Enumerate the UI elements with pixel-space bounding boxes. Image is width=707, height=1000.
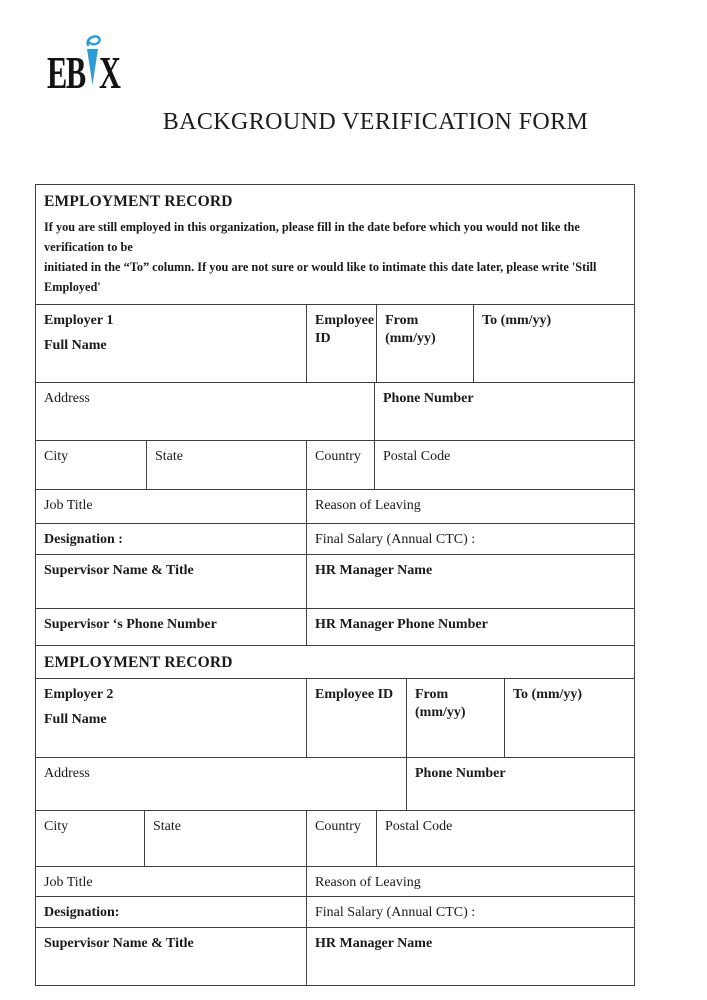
cell-designation-2[interactable] (36, 897, 306, 927)
cell-job-title-1[interactable] (36, 490, 306, 523)
to-label: To (mm/yy) (482, 313, 552, 328)
postal-code-label-2: Postal Code (385, 819, 453, 835)
logo-text-eb: EB (47, 47, 85, 98)
still-employed-note (44, 218, 626, 298)
table1-address-row (36, 382, 634, 440)
table1-city-row (36, 440, 634, 489)
cell-postal-code-2[interactable] (376, 811, 634, 866)
table1-supervisor-name-row (36, 554, 634, 608)
from-label-2: From (mm/yy) (415, 687, 466, 720)
phone-number-label-2: Phone Number (415, 766, 506, 782)
cell-hr-manager-name-2[interactable] (306, 928, 634, 985)
cell-country-2[interactable] (306, 811, 376, 866)
table1-designation-row (36, 523, 634, 554)
cell-city-1[interactable] (36, 441, 146, 489)
postal-code-label: Postal Code (383, 449, 451, 464)
table2-section-title: EMPLOYMENT RECORD (44, 654, 233, 671)
hr-manager-name-label: HR Manager Name (315, 563, 433, 578)
table2-city-row (36, 810, 634, 866)
address-label: Address (44, 391, 90, 406)
table2-header-cell (36, 646, 634, 678)
cell-address-2[interactable] (36, 758, 406, 810)
table2-job-title-row (36, 866, 634, 896)
cell-to-date-1[interactable] (473, 305, 634, 382)
reason-of-leaving-label-2: Reason of Leaving (315, 875, 421, 891)
cell-final-salary-1[interactable] (306, 524, 634, 554)
cell-country-1[interactable] (306, 441, 374, 489)
country-label-2: Country (315, 819, 361, 835)
cell-phone-number-1[interactable] (374, 383, 634, 440)
full-name-label-2: Full Name (44, 711, 107, 727)
employer1-label: Employer 1 (44, 313, 114, 328)
table1-job-title-row (36, 489, 634, 523)
hr-manager-name-label-2: HR Manager Name (315, 935, 433, 951)
cell-state-2[interactable] (144, 811, 306, 866)
cell-postal-code-1[interactable] (374, 441, 634, 489)
hr-manager-phone-label: HR Manager Phone Number (315, 617, 488, 632)
supervisor-name-label: Supervisor Name & Title (44, 563, 194, 578)
logo-text-x: X (99, 47, 120, 98)
note-line-2: initiated in the “To” column. If you are not sure or would like to intimate this date later, please write 'Still Employed' (44, 260, 597, 295)
employment-record-table-2 (35, 645, 635, 986)
cell-to-date-2[interactable] (504, 679, 634, 757)
cell-employee-id-1[interactable] (306, 305, 376, 382)
cell-employer1-full-name[interactable] (36, 305, 306, 382)
employment-record-table-1 (35, 184, 635, 660)
table2-supervisor-name-row (36, 927, 634, 985)
reason-of-leaving-label: Reason of Leaving (315, 498, 421, 513)
state-label: State (155, 449, 183, 464)
table2-designation-row (36, 896, 634, 927)
cell-reason-of-leaving-1[interactable] (306, 490, 634, 523)
cell-employee-id-2[interactable] (306, 679, 406, 757)
cell-final-salary-2[interactable] (306, 897, 634, 927)
final-salary-label: Final Salary (Annual CTC) : (315, 532, 476, 547)
designation-label: Designation : (44, 532, 123, 547)
cell-supervisor-name-2[interactable] (36, 928, 306, 985)
designation-label-2: Designation: (44, 904, 120, 920)
cell-from-date-1[interactable] (376, 305, 473, 382)
table1-section-title: EMPLOYMENT RECORD (44, 193, 233, 210)
address-label-2: Address (44, 766, 90, 782)
cell-address-1[interactable] (36, 383, 374, 440)
cell-job-title-2[interactable] (36, 867, 306, 896)
note-line-1: If you are still employed in this organization, please fill in the date before which you would not like the verification to be (44, 220, 580, 255)
table1-employer-row (36, 304, 634, 382)
cell-city-2[interactable] (36, 811, 144, 866)
state-label-2: State (153, 819, 181, 835)
ebix-logo (47, 46, 131, 96)
cell-phone-number-2[interactable] (406, 758, 634, 810)
supervisor-name-label-2: Supervisor Name & Title (44, 935, 194, 951)
cell-designation-1[interactable] (36, 524, 306, 554)
cell-reason-of-leaving-2[interactable] (306, 867, 634, 896)
table2-header-row (36, 646, 634, 678)
city-label-2: City (44, 819, 69, 835)
from-label: From (mm/yy) (385, 313, 436, 346)
table1-header-cell (36, 185, 634, 304)
table1-header-row (36, 185, 634, 304)
employee-id-label-2: Employee ID (315, 687, 394, 703)
cell-supervisor-name-1[interactable] (36, 555, 306, 608)
cell-employer2-full-name[interactable] (36, 679, 306, 757)
country-label: Country (315, 449, 361, 464)
supervisor-phone-label: Supervisor ‘s Phone Number (44, 617, 217, 632)
job-title-label-2: Job Title (44, 875, 93, 891)
job-title-label: Job Title (44, 498, 93, 513)
cell-state-1[interactable] (146, 441, 306, 489)
phone-number-label: Phone Number (383, 391, 474, 406)
table2-address-row (36, 757, 634, 810)
employer2-label: Employer 2 (44, 687, 114, 703)
cell-hr-manager-name-1[interactable] (306, 555, 634, 608)
page-title: BACKGROUND VERIFICATION FORM (162, 109, 589, 135)
employee-id-label: Employee ID (315, 313, 375, 346)
full-name-label: Full Name (44, 337, 107, 353)
final-salary-label-2: Final Salary (Annual CTC) : (315, 904, 476, 920)
city-label: City (44, 449, 69, 464)
cell-from-date-2[interactable] (406, 679, 504, 757)
to-label-2: To (mm/yy) (513, 687, 583, 703)
table2-employer-row (36, 678, 634, 757)
